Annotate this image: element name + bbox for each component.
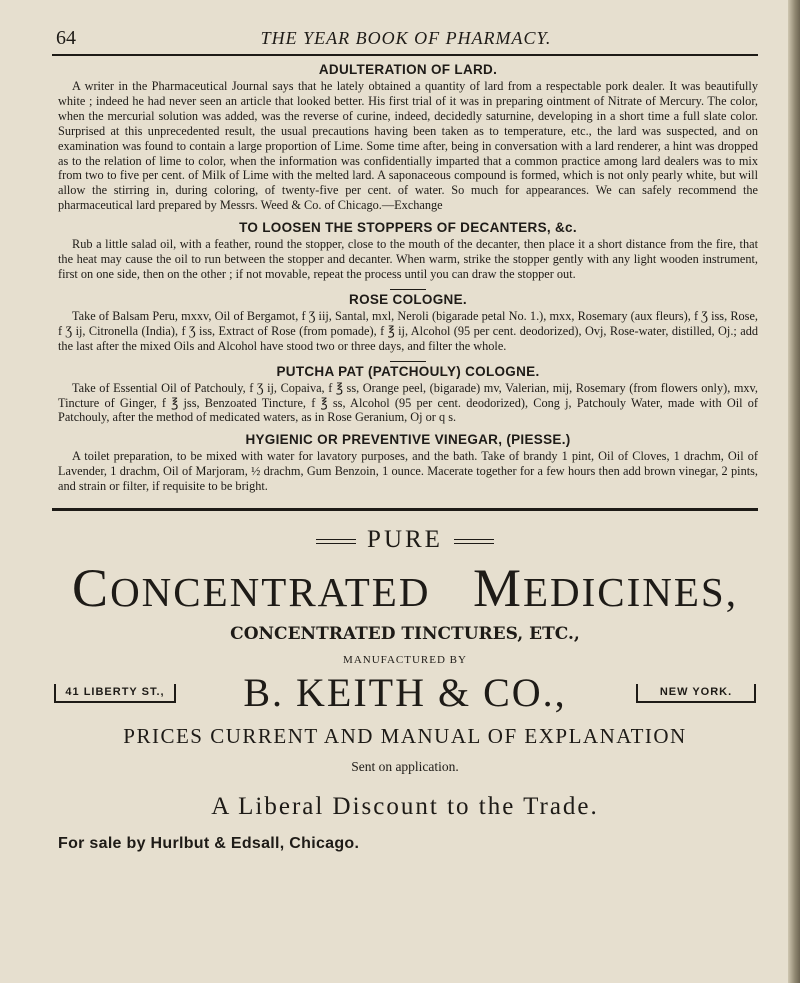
page-edge-shadow	[788, 0, 800, 983]
section-paragraph: Take of Essential Oil of Patchouly, f Ʒ ij, Copaiva, f ℥ ss, Orange peel, (bigarade) mv, Valerian, mij, Rosemary (from flowers only), mxv, Tincture of Ginger, f ℥ jss, Benzoated Tincture, f ℥ ss, Alcohol (95 per cent. deodorized), Cong j, Patchouly Water, made with Oil of Patchouly, after the method of medicated waters, as in Rose Geranium, Oj or q s.	[58, 380, 758, 425]
discount-line: A Liberal Discount to the Trade.	[211, 793, 599, 820]
section-title: ROSE COLOGNE.	[349, 291, 467, 307]
section-title: PUTCHA PAT (PATCHOULY) COLOGNE.	[276, 363, 540, 379]
pure-heading	[52, 526, 758, 556]
ornament-left	[316, 539, 356, 544]
company-row	[52, 670, 758, 716]
running-header	[56, 27, 756, 51]
section-divider	[390, 289, 426, 290]
headline	[52, 558, 758, 618]
section-title: ADULTERATION OF LARD.	[318, 62, 498, 77]
article-column	[58, 62, 758, 501]
section-title: HYGIENIC OR PREVENTIVE VINEGAR, (PIESSE.)	[245, 432, 571, 448]
pure-word: PURE	[367, 526, 443, 553]
section-paragraph: Take of Balsam Peru, mxxv, Oil of Bergamot, f Ʒ iij, Santal, mxl, Neroli (bigarade petal No. 1.), mxx, Rosemary (aux fleurs), f Ʒ iss, Rose, f Ʒ ij, Citronella (India), f Ʒ iss, Extract of Rose (from pomade), f ℥ ij, Alcohol (95 per cent. deodorized), Ovj, Rose-water, distilled, Oj.; add the last after the mixed Oils and Alcohol have stood two or three days, and filter the whole.	[58, 308, 758, 353]
sent-line: Sent on application.	[351, 759, 459, 774]
section-adulteration-of-lard	[58, 62, 758, 213]
running-title: THE YEAR BOOK OF PHARMACY.	[260, 28, 552, 48]
headline-initial: C	[72, 558, 111, 618]
city-box: NEW YORK.	[636, 684, 756, 703]
company-name: B. KEITH & CO.,	[243, 670, 567, 715]
section-loosen-stoppers	[58, 220, 758, 282]
section-paragraph: A writer in the Pharmaceutical Journal says that he lately obtained a quantity of lard from a respectable pork dealer. It was beautifully white ; indeed he had never seen an article that looked better. His first trial of it was in preparing ointment of Nitrate of Mercury. The color, when the mercurial solution was added, was the reverse of curine, indeed, decidedly saturnine, developing in a short time a full slate color. Surprised at this unprecedented result, the usual precautions having been taken as to temperature, etc., the lard was suspected, and on examination was found to contain a large proportion of Lime. Some time after, being in conversation with a lard renderer, a hint was dropped as to the relation of lime to color, when the information was confidentially imparted that a common practice among lard dealers was to mix from two to five per cent. of Milk of Lime with the melted lard. A saponaceous compound is formed, which is not only pearly white, but will allow the stirring in, during coloring, of twenty-five per cent. of water. So much for appearances. We can safely recommend the pharmaceutical lard prepared by Messrs. Weed & Co. of Chicago.—Exchange	[58, 79, 758, 213]
section-divider	[390, 361, 426, 362]
prices-line: PRICES CURRENT AND MANUAL OF EXPLANATION	[123, 724, 687, 748]
subhead: CONCENTRATED TINCTURES, ETC.,	[230, 624, 580, 644]
headline-initial: M	[472, 558, 523, 618]
advertisement	[52, 516, 758, 853]
headline-word: EDICINES,	[522, 569, 738, 615]
header-rule	[52, 54, 758, 56]
section-rose-cologne	[58, 292, 758, 354]
section-paragraph: A toilet preparation, to be mixed with water for lavatory purposes, and the bath. Take of brandy 1 pint, Oil of Cloves, 1 drachm, Oil of Lavender, 1 drachm, Oil of Marjoram, ½ drachm, Gum Benzoin, 1 ounce. Macerate together for a few hours then add brown vinegar, 2 pints, and strain or filter, if requisite to be bright.	[58, 449, 758, 494]
page-number: 64	[56, 27, 76, 49]
manufactured-by: MANUFACTURED BY	[343, 654, 467, 666]
headline-word: ONCENTRATED	[110, 569, 431, 615]
address-box: 41 LIBERTY ST.,	[54, 684, 176, 703]
sale-line: For sale by Hurlbut & Edsall, Chicago.	[58, 835, 360, 852]
section-title: TO LOOSEN THE STOPPERS OF DECANTERS, &c.	[239, 220, 577, 236]
advertisement-rule	[52, 508, 758, 511]
section-hygienic-vinegar	[58, 432, 758, 494]
section-patchouly-cologne	[58, 364, 758, 426]
ornament-right	[454, 539, 494, 544]
section-paragraph: Rub a little salad oil, with a feather, round the stopper, close to the mouth of the decanter, then place it a short distance from the fire, that the heat may cause the oil to run between the stopper and decanter. When warm, strike the stopper gently with any light wooden instrument, first on one side, then on the other ; if not movable, repeat the process until you can draw the stopper out.	[58, 237, 758, 281]
